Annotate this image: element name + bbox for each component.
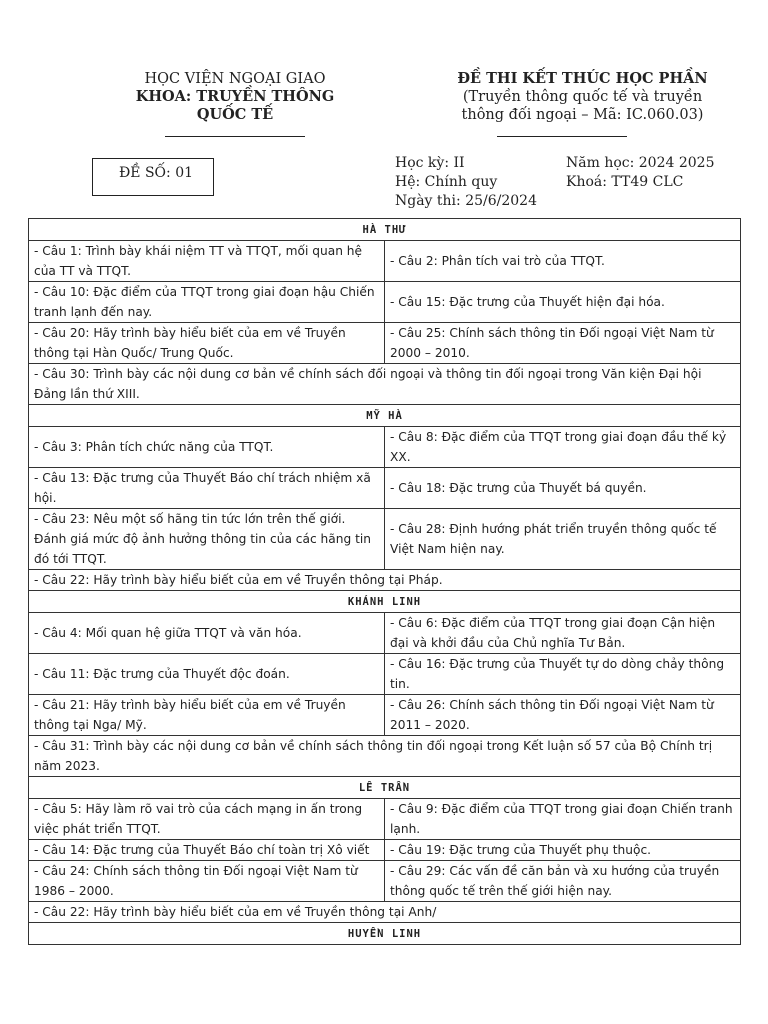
exam-date: Ngày thi: 25/6/2024	[395, 193, 537, 209]
question-row	[29, 282, 741, 323]
exam-title: ĐỀ THI KẾT THÚC HỌC PHẦN	[457, 70, 708, 87]
question-cell-left: - Câu 14: Đặc trưng của Thuyết Báo chí toàn trị Xô viết	[29, 840, 385, 861]
exam-meta-right	[566, 154, 714, 192]
group-name: HÀ THƯ	[29, 219, 741, 241]
question-cell-right: - Câu 2: Phân tích vai trò của TTQT.	[385, 241, 741, 282]
question-cell-left: - Câu 24: Chính sách thông tin Đối ngoại Việt Nam từ 1986 – 2000.	[29, 861, 385, 902]
question-cell-right: - Câu 25: Chính sách thông tin Đối ngoại Việt Nam từ 2000 – 2010.	[385, 323, 741, 364]
group-header-row	[29, 219, 741, 241]
question-cell-right: - Câu 9: Đặc điểm của TTQT trong giai đoạn Chiến tranh lạnh.	[385, 799, 741, 840]
exam-code-box	[92, 158, 214, 196]
question-row-full	[29, 364, 741, 405]
question-cell-left: - Câu 13: Đặc trưng của Thuyết Báo chí trách nhiệm xã hội.	[29, 468, 385, 509]
question-cell-right: - Câu 26: Chính sách thông tin Đối ngoại Việt Nam từ 2011 – 2020.	[385, 695, 741, 736]
question-row	[29, 799, 741, 840]
group-header-row	[29, 777, 741, 799]
question-row	[29, 427, 741, 468]
question-cell-left: - Câu 5: Hãy làm rõ vai trò của cách mạng in ấn trong việc phát triển TTQT.	[29, 799, 385, 840]
question-cell-left: - Câu 10: Đặc điểm của TTQT trong giai đoạn hậu Chiến tranh lạnh đến nay.	[29, 282, 385, 323]
group-name: KHÁNH LINH	[29, 591, 741, 613]
question-cell-full: - Câu 31: Trình bày các nội dung cơ bản về chính sách thông tin đối ngoại trong Kết luận số 57 của Bộ Chính trị năm 2023.	[29, 736, 741, 777]
questions-table	[28, 218, 741, 945]
question-cell-full: - Câu 30: Trình bày các nội dung cơ bản về chính sách đối ngoại và thông tin đối ngoại trong Văn kiện Đại hội Đảng lần thứ XIII.	[29, 364, 741, 405]
exam-header	[420, 70, 745, 124]
question-row	[29, 695, 741, 736]
question-cell-right: - Câu 29: Các vấn đề căn bản và xu hướng của truyền thông quốc tế trên thế giới hiện nay.	[385, 861, 741, 902]
course-line-1: (Truyền thông quốc tế và truyền	[462, 89, 703, 105]
question-row	[29, 241, 741, 282]
question-cell-left: - Câu 3: Phân tích chức năng của TTQT.	[29, 427, 385, 468]
question-row-full	[29, 902, 741, 923]
question-cell-right: - Câu 16: Đặc trưng của Thuyết tự do dòng chảy thông tin.	[385, 654, 741, 695]
question-cell-full: - Câu 22: Hãy trình bày hiểu biết của em về Truyền thông tại Anh/	[29, 902, 741, 923]
question-row	[29, 861, 741, 902]
cohort: Khoá: TT49 CLC	[566, 174, 684, 190]
question-cell-right: - Câu 6: Đặc điểm của TTQT trong giai đoạn Cận hiện đại và khởi đầu của Chủ nghĩa Tư Bản.	[385, 613, 741, 654]
question-cell-left: - Câu 23: Nêu một số hãng tin tức lớn trên thế giới. Đánh giá mức độ ảnh hưởng thông tin của các hãng tin đó tới TTQT.	[29, 509, 385, 570]
institution-header	[110, 70, 360, 124]
question-row	[29, 613, 741, 654]
question-cell-full: - Câu 22: Hãy trình bày hiểu biết của em về Truyền thông tại Pháp.	[29, 570, 741, 591]
question-cell-right: - Câu 28: Định hướng phát triển truyền thông quốc tế Việt Nam hiện nay.	[385, 509, 741, 570]
exam-meta-left	[395, 154, 537, 211]
group-name: LÊ TRẦN	[29, 777, 741, 799]
semester: Học kỳ: II	[395, 155, 465, 171]
institution-name: HỌC VIỆN NGOẠI GIAO	[144, 71, 326, 87]
question-cell-left: - Câu 20: Hãy trình bày hiểu biết của em về Truyền thông tại Hàn Quốc/ Trung Quốc.	[29, 323, 385, 364]
group-header-row	[29, 591, 741, 613]
group-header-row	[29, 405, 741, 427]
faculty-name: KHOA: TRUYỀN THÔNG QUỐC TẾ	[135, 88, 335, 123]
question-cell-left: - Câu 1: Trình bày khái niệm TT và TTQT, mối quan hệ của TT và TTQT.	[29, 241, 385, 282]
right-header-rule	[497, 136, 627, 137]
question-cell-right: - Câu 19: Đặc trưng của Thuyết phụ thuộc.	[385, 840, 741, 861]
question-row	[29, 323, 741, 364]
question-cell-right: - Câu 8: Đặc điểm của TTQT trong giai đoạn đầu thế kỷ XX.	[385, 427, 741, 468]
question-cell-right: - Câu 18: Đặc trưng của Thuyết bá quyền.	[385, 468, 741, 509]
question-cell-left: - Câu 21: Hãy trình bày hiểu biết của em về Truyền thông tại Nga/ Mỹ.	[29, 695, 385, 736]
question-row	[29, 840, 741, 861]
question-row-full	[29, 570, 741, 591]
exam-code: ĐỀ SỐ: 01	[119, 165, 194, 181]
course-line-2: thông đối ngoại – Mã: IC.060.03)	[461, 107, 704, 123]
question-row	[29, 654, 741, 695]
group-header-row	[29, 923, 741, 945]
group-name: HUYỀN LINH	[29, 923, 741, 945]
group-name: MỸ HÀ	[29, 405, 741, 427]
questions-table-body	[29, 219, 741, 945]
school-year: Năm học: 2024 2025	[566, 155, 715, 171]
question-cell-left: - Câu 4: Mối quan hệ giữa TTQT và văn hóa.	[29, 613, 385, 654]
question-row	[29, 509, 741, 570]
question-row	[29, 468, 741, 509]
question-cell-left: - Câu 11: Đặc trưng của Thuyết độc đoán.	[29, 654, 385, 695]
study-system: Hệ: Chính quy	[395, 174, 498, 190]
left-header-rule	[165, 136, 305, 137]
question-row-full	[29, 736, 741, 777]
question-cell-right: - Câu 15: Đặc trưng của Thuyết hiện đại hóa.	[385, 282, 741, 323]
